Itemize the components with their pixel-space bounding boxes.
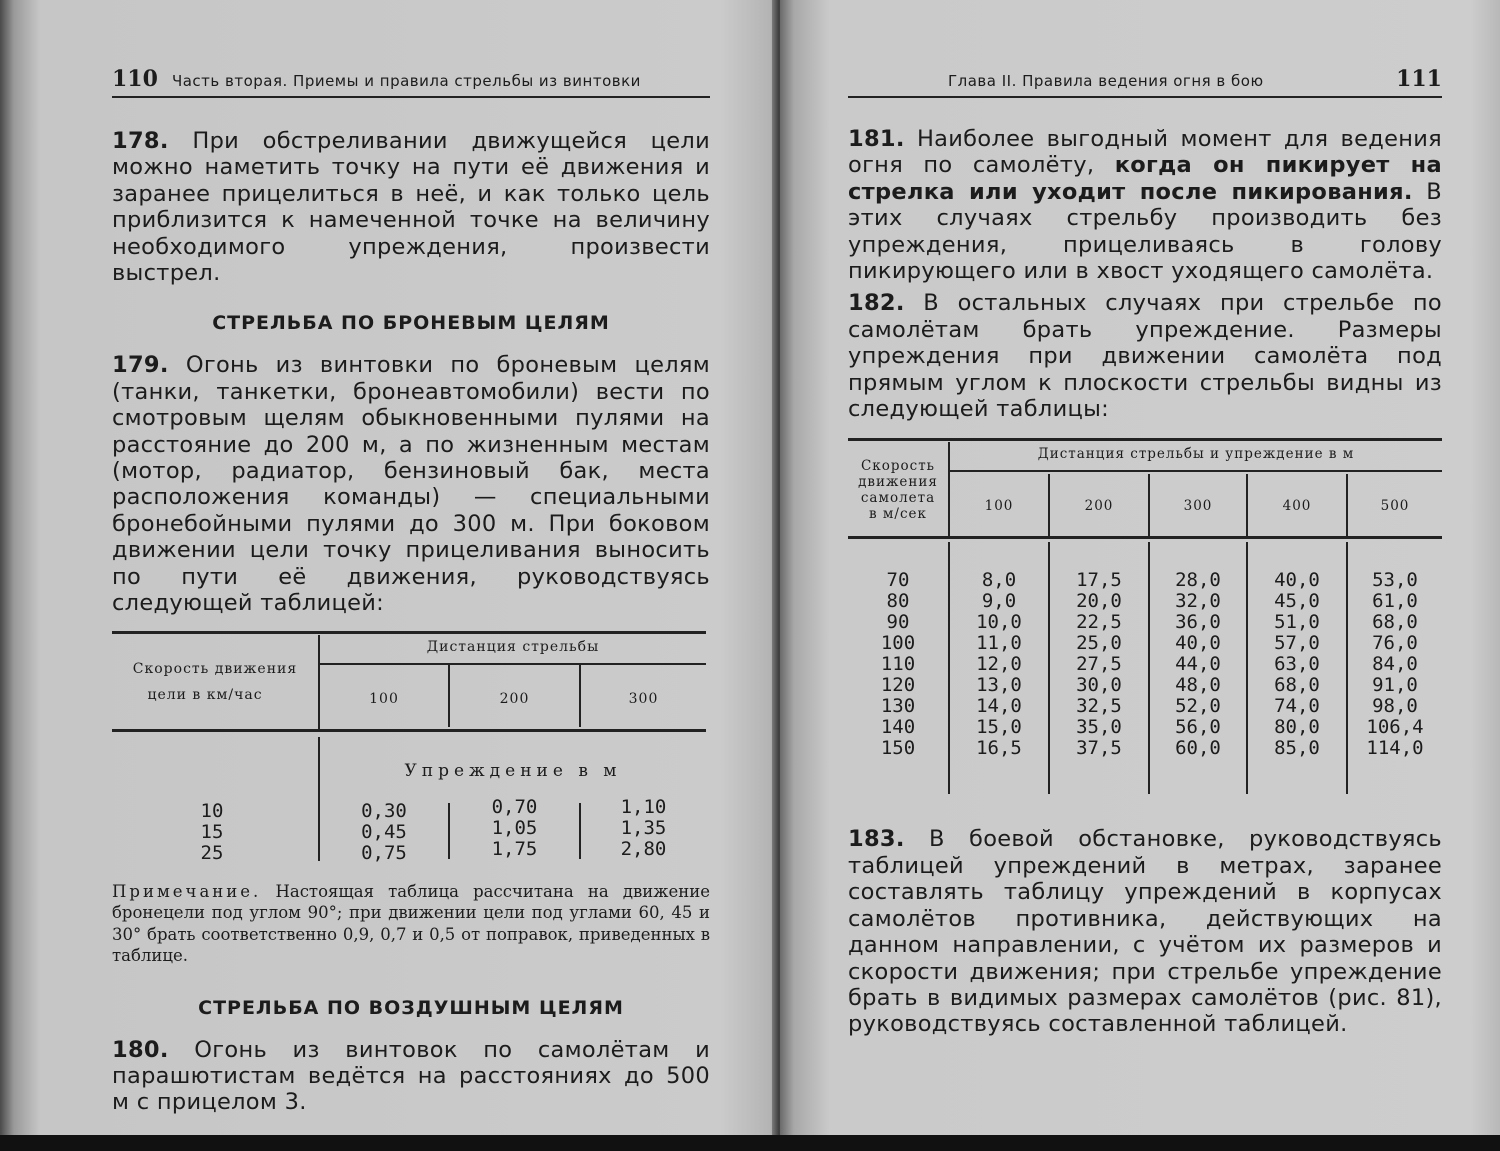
speed-value: 100: [880, 632, 916, 655]
speed-value: 80: [886, 590, 910, 613]
lead-value: 2,80: [620, 837, 667, 860]
lead-value: 28,0: [1175, 569, 1221, 592]
paragraph-text-bold: когда он пикирует на стрелка или уходит после пикирования.: [848, 152, 1442, 205]
paragraph-number: 183.: [848, 826, 905, 853]
lead-value: 9,0: [981, 590, 1017, 613]
lead-value: 63,0: [1274, 653, 1320, 676]
speed-value: 90: [886, 611, 910, 634]
lead-value: 0,75: [361, 841, 407, 864]
lead-value: 1,75: [491, 837, 538, 860]
lead-value: 12,0: [976, 653, 1022, 676]
lead-value: 76,0: [1372, 632, 1418, 655]
speed-value: 130: [880, 695, 916, 718]
table-column: [581, 797, 706, 860]
speed-column: [868, 570, 928, 759]
paragraph-text: В остальных случаях при стрельбе по самолётам брать упреждение. Размеры упреждения при движении самолёта под прямым углом к плоскости стрельбы видны из следующей таблицы:: [848, 290, 1443, 423]
lead-value: 0,30: [361, 799, 407, 822]
distance-100: 100: [369, 690, 399, 707]
paragraph-178: [112, 128, 710, 286]
air-lead-table: [848, 438, 1442, 798]
speed-header: [848, 458, 948, 522]
left-page-header: [112, 66, 710, 98]
lead-value: 36,0: [1175, 611, 1221, 634]
speed-header-line: движения: [858, 474, 938, 491]
lead-value: 1,05: [491, 816, 538, 839]
distance-100: 100: [984, 498, 1014, 515]
right-page-header: [848, 66, 1442, 98]
speed-value: 120: [880, 674, 916, 697]
lead-value: 32,0: [1175, 590, 1221, 613]
lead-value: 16,5: [976, 737, 1022, 760]
paragraph-text-start: Наиболее выгодный момент для ведения огня по самолёту,: [848, 126, 1442, 179]
paragraph-number: 178.: [112, 128, 169, 154]
lead-value: 0,45: [361, 820, 407, 843]
speed-value: 70: [886, 569, 910, 592]
lead-column-200: [1050, 570, 1148, 759]
lead-column-500: [1348, 570, 1442, 759]
scan-bottom-edge: [0, 1135, 1500, 1151]
right-page: [780, 0, 1500, 1135]
paragraph-179: [112, 352, 710, 616]
lead-value: 52,0: [1175, 695, 1221, 718]
section-title-armored: СТРЕЛЬБА ПО БРОНЕВЫМ ЦЕЛЯМ: [212, 312, 610, 335]
speed-value: 15: [200, 820, 224, 843]
lead-value: 85,0: [1274, 737, 1320, 760]
lead-value: 11,0: [976, 632, 1022, 655]
paragraph-number: 181.: [848, 126, 905, 152]
lead-value: 20,0: [1076, 590, 1122, 613]
distance-200: 200: [499, 690, 530, 707]
paragraph-text: Огонь из винтовки по броневым целям (танки, танкетки, бронеавтомобили) вести по смотровым щелям обыкновенными пулями на расстояние до 200 м, а по жизненным местам (мотор, радиатор, бензиновый бак, места расположения команды) — специальными бронебойными пулями до 300 м. При боковом движении цели точку прицеливания выносить по пути её движения, руководствуясь следующей таблицей:: [112, 352, 711, 617]
lead-value: 74,0: [1274, 695, 1320, 718]
speed-value: 25: [200, 841, 224, 864]
distance-500: 500: [1380, 498, 1410, 515]
lead-value: 22,5: [1076, 611, 1122, 634]
lead-value: 51,0: [1274, 611, 1320, 634]
running-head: Глава II. Правила ведения огня в бою: [948, 72, 1264, 90]
paragraph-180: [112, 1037, 710, 1116]
lead-value: 13,0: [976, 674, 1022, 697]
lead-value: 15,0: [976, 716, 1022, 739]
speed-header-line: самолета: [860, 490, 936, 507]
speed-header-line: в м/сек: [869, 506, 927, 523]
lead-header: Упреждение в м: [404, 760, 622, 781]
paragraph-number: 179.: [112, 352, 169, 379]
lead-value: 0,70: [491, 795, 538, 818]
lead-column-400: [1248, 570, 1346, 759]
lead-value: 57,0: [1274, 632, 1320, 655]
paragraph-number: 182.: [848, 290, 905, 317]
lead-value: 35,0: [1076, 716, 1122, 739]
paragraph-number: 180.: [112, 1036, 169, 1063]
speed-header-line: Скорость: [860, 458, 936, 475]
lead-value: 80,0: [1274, 716, 1320, 739]
lead-value: 91,0: [1372, 674, 1418, 697]
table-column: [450, 797, 579, 860]
speed-value: 110: [880, 653, 916, 676]
lead-value: 68,0: [1274, 674, 1320, 697]
lead-value: 98,0: [1372, 695, 1418, 718]
running-head: Часть вторая. Приемы и правила стрельбы из винтовки: [171, 72, 641, 90]
section-title-air: СТРЕЛЬБА ПО ВОЗДУШНЫМ ЦЕЛЯМ: [198, 996, 624, 1019]
paragraph-183: [848, 826, 1442, 1037]
table-note: [112, 881, 710, 967]
speed-value: 10: [200, 799, 224, 822]
paragraph-182: [848, 290, 1442, 422]
lead-value: 14,0: [976, 695, 1022, 718]
lead-value: 32,5: [1076, 695, 1122, 718]
lead-value: 40,0: [1274, 569, 1320, 592]
paragraph-text: В боевой обстановке, руководствуясь таблицей упреждений в метрах, заранее составлять таблицу упреждений в корпусах самолётов противника, действующих на данном направлении, с учётом их размеров и скорости движения; при стрельбе упреждение брать в видимых размерах самолётов (рис. 81), руководствуясь составленной таблицей.: [848, 826, 1442, 1038]
paragraph-text: При обстреливании движущейся цели можно наметить точку на пути её движения и заранее прицелиться в неё, и как только цель приблизится к намеченной точке на величину необходимого упреждения, произвести выстрел.: [112, 128, 711, 287]
right-page-content: [848, 66, 1442, 1038]
lead-value: 10,0: [976, 611, 1022, 634]
lead-column-300: [1150, 570, 1246, 759]
table-column: [320, 801, 448, 864]
page-number: 111: [1396, 66, 1442, 92]
note-text: Настоящая таблица рассчитана на движение бронецели под углом 90°; при движении цели под углами 60, 45 и 30° брать соответственно 0,9, 0,7 и 0,5 от поправок, приведенных в таблице.: [112, 881, 710, 965]
lead-value: 53,0: [1372, 569, 1418, 592]
distance-400: 400: [1282, 498, 1312, 515]
lead-value: 106,4: [1366, 716, 1424, 739]
lead-value: 30,0: [1076, 674, 1122, 697]
lead-value: 56,0: [1175, 716, 1221, 739]
distance-300: 300: [628, 690, 659, 707]
lead-value: 17,5: [1076, 569, 1122, 592]
lead-value: 44,0: [1175, 653, 1221, 676]
speed-header-line2: цели в км/час: [147, 686, 263, 703]
note-label: Примечание.: [112, 881, 262, 901]
lead-value: 25,0: [1076, 632, 1122, 655]
lead-value: 45,0: [1274, 590, 1320, 613]
lead-value: 60,0: [1175, 737, 1221, 760]
speed-header-line1: Скорость движения: [132, 660, 298, 677]
lead-value: 8,0: [981, 569, 1017, 592]
lead-value: 37,5: [1076, 737, 1122, 760]
distance-header: Дистанция стрельбы: [426, 638, 600, 655]
page-number: 110: [112, 66, 158, 92]
table-row: [172, 801, 252, 864]
lead-value: 1,10: [620, 795, 667, 818]
lead-value: 40,0: [1175, 632, 1221, 655]
distance-200: 200: [1084, 498, 1114, 515]
speed-value: 140: [880, 716, 916, 739]
left-page-content: [112, 66, 710, 1116]
lead-value: 61,0: [1372, 590, 1418, 613]
lead-value: 68,0: [1372, 611, 1418, 634]
lead-value: 84,0: [1372, 653, 1418, 676]
speed-value: 150: [880, 737, 916, 760]
armored-lead-table: [112, 631, 706, 863]
lead-value: 114,0: [1366, 737, 1424, 760]
lead-value: 27,5: [1076, 653, 1122, 676]
lead-column-100: [950, 570, 1048, 759]
paragraph-text-end: В этих случаях стрельбу производить без упреждения, прицеливаясь в голову пикирующего или в хвост уходящего самолёта.: [848, 178, 1442, 285]
distance-header: Дистанция стрельбы и упреждение в м: [1037, 446, 1355, 463]
lead-value: 48,0: [1175, 674, 1221, 697]
lead-value: 1,35: [620, 816, 667, 839]
paragraph-text: Огонь из винтовок по самолётам и парашютистам ведётся на расстояниях до 500 м с прицелом 3.: [112, 1036, 711, 1116]
paragraph-181: [848, 126, 1442, 284]
distance-300: 300: [1183, 498, 1213, 515]
